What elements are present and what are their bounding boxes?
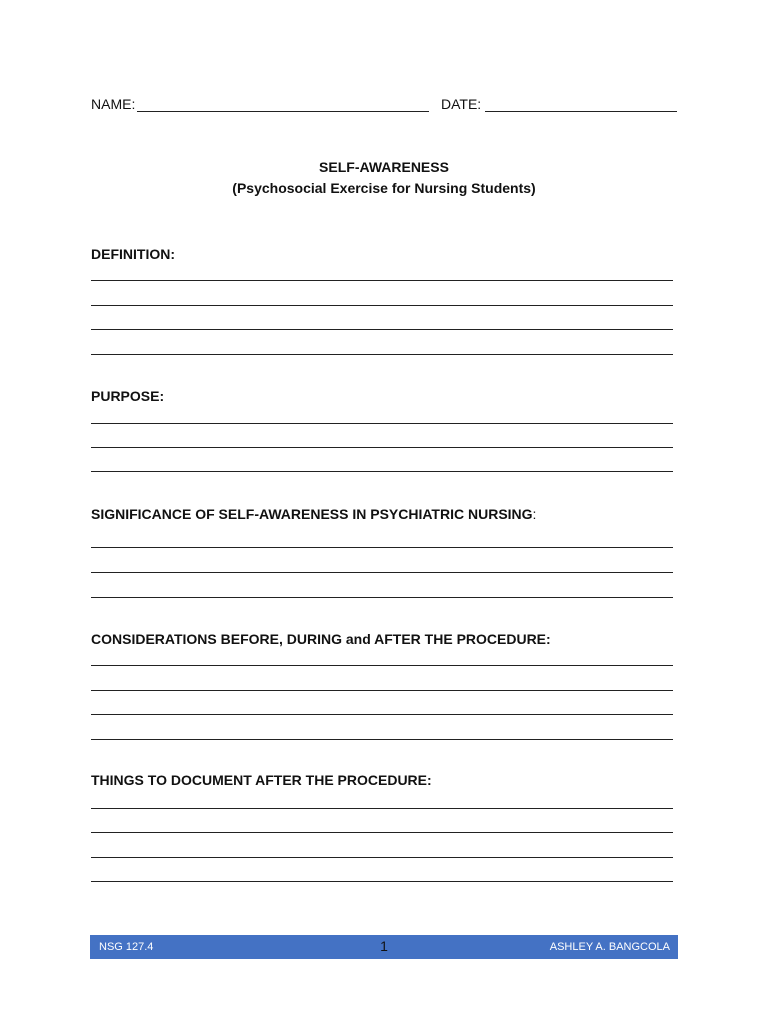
definition-heading: DEFINITION:: [91, 246, 175, 262]
document-line[interactable]: [91, 808, 673, 809]
significance-line[interactable]: [91, 597, 673, 598]
page-subtitle: (Psychosocial Exercise for Nursing Students): [232, 180, 536, 196]
definition-line[interactable]: [91, 280, 673, 281]
document-line[interactable]: [91, 881, 673, 882]
document-heading: THINGS TO DOCUMENT AFTER THE PROCEDURE:: [91, 772, 432, 788]
date-field[interactable]: [485, 111, 677, 112]
significance-line[interactable]: [91, 547, 673, 548]
significance-heading-colon: :: [532, 506, 537, 522]
considerations-line[interactable]: [91, 714, 673, 715]
purpose-heading: PURPOSE:: [91, 388, 165, 404]
name-label: NAME:: [91, 96, 136, 112]
considerations-line[interactable]: [91, 665, 673, 666]
purpose-line[interactable]: [91, 447, 673, 448]
definition-line[interactable]: [91, 305, 673, 306]
document-line[interactable]: [91, 832, 673, 833]
footer-bar: [90, 935, 678, 959]
name-field[interactable]: [137, 111, 429, 112]
definition-line[interactable]: [91, 329, 673, 330]
date-label: DATE:: [441, 96, 482, 112]
footer-author: ASHLEY A. BANGCOLA: [549, 941, 670, 953]
document-line[interactable]: [91, 857, 673, 858]
considerations-line[interactable]: [91, 690, 673, 691]
name-date-row: [91, 95, 681, 115]
title-block: [0, 157, 768, 199]
footer-course: NSG 127.4: [99, 941, 154, 953]
footer-page-number: 1: [380, 938, 388, 954]
page-title: SELF-AWARENESS: [319, 159, 449, 175]
considerations-line[interactable]: [91, 739, 673, 740]
purpose-line[interactable]: [91, 471, 673, 472]
purpose-line[interactable]: [91, 423, 673, 424]
significance-line[interactable]: [91, 572, 673, 573]
significance-heading: [91, 505, 536, 523]
considerations-heading: CONSIDERATIONS BEFORE, DURING and AFTER THE PROCEDURE:: [91, 631, 551, 647]
definition-line[interactable]: [91, 354, 673, 355]
significance-heading-text: SIGNIFICANCE OF SELF-AWARENESS IN PSYCHIATRIC NURSING: [91, 506, 533, 522]
